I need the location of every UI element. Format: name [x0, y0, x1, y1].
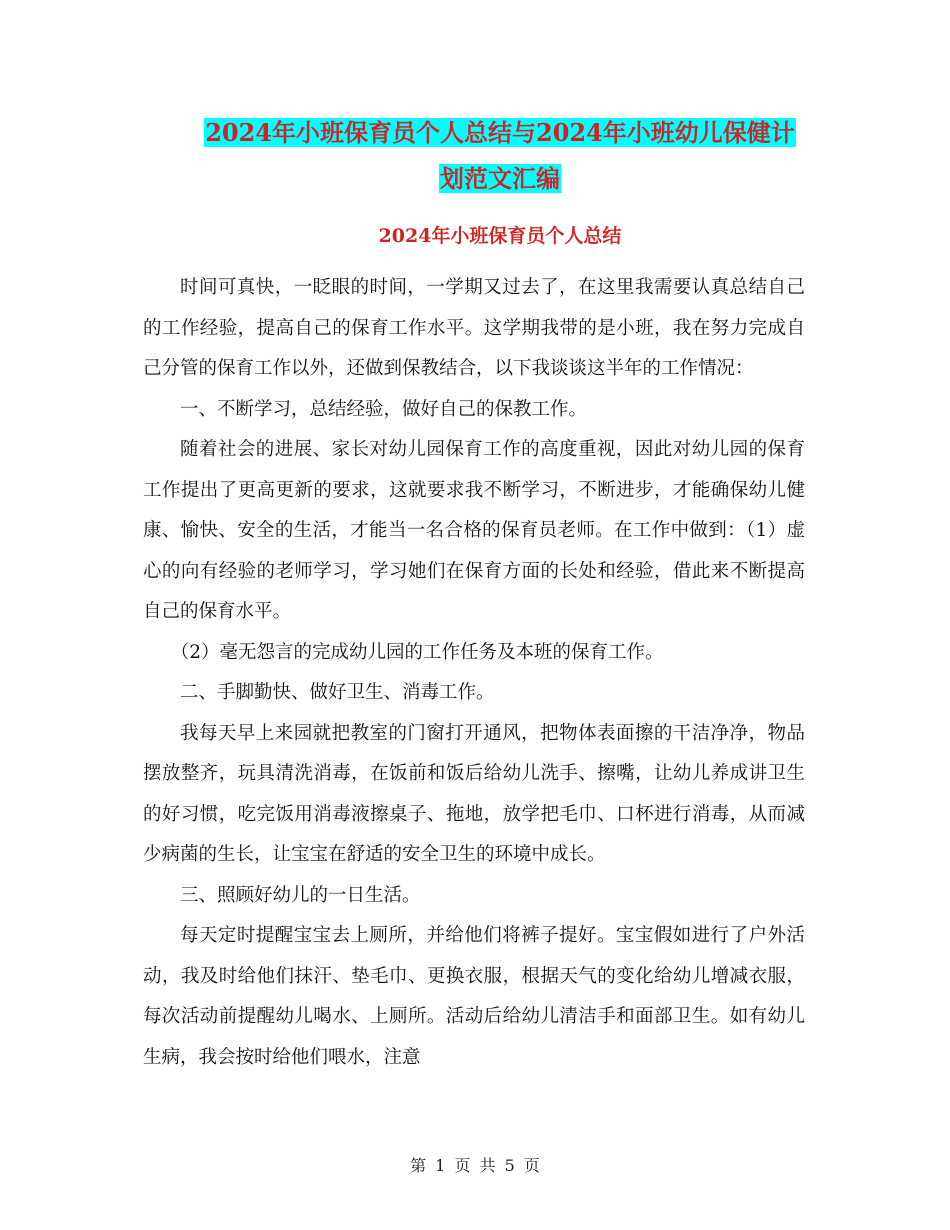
- paragraph: 三、照顾好幼儿的一日生活。: [180, 884, 421, 906]
- paragraph: 随着社会的进展、家长对幼儿园保育工作的高度重视，因此对幼儿园的保育工作提出了更高更新的要求，这就要求我不断学习，不断进步，才能确保幼儿健康、愉快、安全的生活，才能当一名合格的保育员老师。在工作中做到：（1）虚心的向有经验的老师学习，学习她们在保育方面的长处和经验，借此来不断提高自己的保育水平。: [143, 439, 805, 622]
- document-body: [143, 268, 805, 1078]
- document-title-line-2: 划范文汇编: [440, 164, 560, 193]
- section-title: 2024年小班保育员个人总结: [378, 225, 622, 247]
- document-title: [140, 110, 860, 202]
- paragraph: （2）毫无怨言的完成幼儿园的工作任务及本班的保育工作。: [170, 641, 664, 663]
- page-footer: 第 1 页 共 5 页: [410, 1156, 540, 1175]
- paragraph: 时间可真快，一眨眼的时间，一学期又过去了，在这里我需要认真总结自己的工作经验，提高自己的保育工作水平。这学期我带的是小班，我在努力完成自己分管的保育工作以外，还做到保教结合，以下我谈谈这半年的工作情况：: [143, 277, 805, 379]
- paragraph: 一、不断学习，总结经验，做好自己的保教工作。: [180, 398, 588, 420]
- paragraph: 二、手脚勤快、做好卫生、消毒工作。: [180, 682, 495, 703]
- document-title-line-1: 2024年小班保育员个人总结与2024年小班幼儿保健计: [205, 118, 795, 147]
- paragraph: 我每天早上来园就把教室的门窗打开通风，把物体表面擦的干洁净净，物品摆放整齐，玩具清洗消毒，在饭前和饭后给幼儿洗手、擦嘴，让幼儿养成讲卫生的好习惯，吃完饭用消毒液擦桌子、拖地，放学把毛巾、口杯进行消毒，从而减少病菌的生长，让宝宝在舒适的安全卫生的环境中成长。: [143, 722, 805, 865]
- paragraph: 每天定时提醒宝宝去上厕所，并给他们将裤子提好。宝宝假如进行了户外活动，我及时给他们抹汗、垫毛巾、更换衣服，根据天气的变化给幼儿增减衣服，每次活动前提醒幼儿喝水、上厕所。活动后给幼儿清洁手和面部卫生。如有幼儿生病，我会按时给他们喂水，注意: [143, 925, 805, 1068]
